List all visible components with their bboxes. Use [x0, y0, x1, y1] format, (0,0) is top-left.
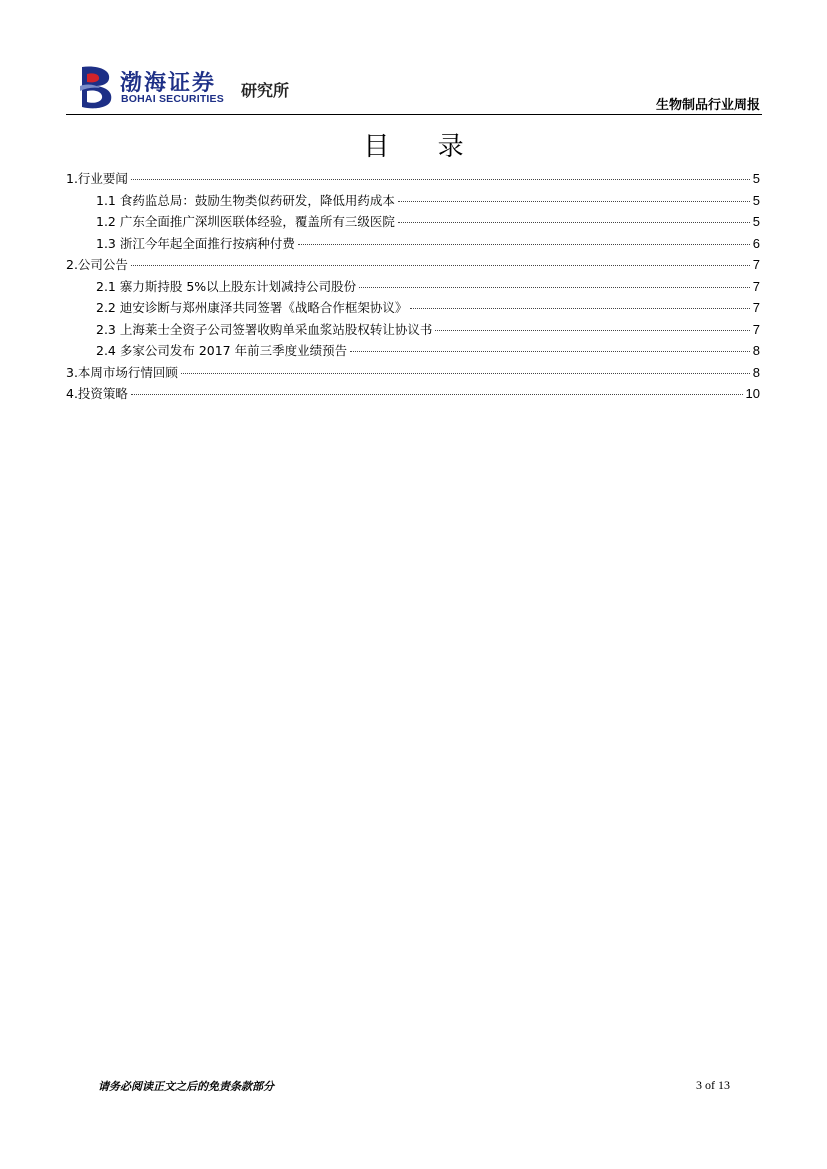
- toc-entry-page: 7: [752, 278, 760, 294]
- toc-leader-dots: [359, 286, 750, 288]
- toc-entry[interactable]: [66, 190, 760, 212]
- toc-entry-label: 1.1 食药监总局：鼓励生物类似药研发，降低用药成本: [96, 192, 395, 208]
- toc-entry[interactable]: [66, 168, 760, 190]
- institute-label: 研究所: [241, 81, 290, 100]
- toc-leader-dots: [435, 329, 749, 331]
- toc-entry[interactable]: [66, 319, 760, 341]
- toc-title: 目 录: [363, 132, 484, 162]
- toc-entry-label: 1.行业要闻: [66, 171, 128, 186]
- bohai-logo-icon: [78, 64, 116, 110]
- toc-entry-page: 8: [752, 364, 760, 380]
- toc-entry-label: 1.2 广东全面推广深圳医联体经验，覆盖所有三级医院: [96, 214, 395, 229]
- toc-leader-dots: [181, 372, 750, 374]
- toc-leader-dots: [398, 221, 750, 223]
- logo-english-name: BOHAI SECURITIES: [121, 93, 224, 105]
- report-type: 生物制品行业周报: [655, 98, 760, 113]
- toc-entry-page: 6: [752, 235, 760, 251]
- toc-entry[interactable]: [66, 233, 760, 255]
- toc-entry-label: 2.公司公告: [66, 257, 128, 272]
- toc-entry-label: 4.投资策略: [66, 386, 128, 401]
- toc-entry-label: 3.本周市场行情回顾: [66, 364, 178, 380]
- toc-leader-dots: [131, 264, 750, 266]
- table-of-contents: [66, 168, 760, 405]
- page-indicator: 3 of 13: [696, 1078, 730, 1092]
- toc-entry-label: 2.2 迪安诊断与郑州康泽共同签署《战略合作框架协议》: [96, 300, 408, 315]
- toc-entry-page: 7: [752, 300, 760, 315]
- toc-entry-label: 2.1 寨力斯持股 5%以上股东计划减持公司股份: [96, 278, 357, 294]
- disclaimer-note: 请务必阅读正文之后的免责条款部分: [98, 1080, 274, 1093]
- toc-entry-label: 2.3 上海莱士全资子公司签署收购单采血浆站股权转让协议书: [96, 321, 433, 337]
- toc-entry-page: 5: [752, 214, 760, 229]
- toc-entry-page: 5: [752, 171, 760, 186]
- toc-entry-page: 7: [752, 257, 760, 272]
- page-footer: [98, 1078, 730, 1098]
- logo-chinese-name: 渤海证券: [120, 70, 217, 96]
- toc-entry[interactable]: [66, 276, 760, 298]
- toc-entry-page: 8: [752, 343, 760, 358]
- toc-entry-page: 5: [752, 192, 760, 208]
- toc-leader-dots: [131, 393, 743, 395]
- toc-leader-dots: [350, 350, 750, 352]
- toc-leader-dots: [398, 200, 750, 202]
- toc-entry-page: 10: [745, 386, 760, 401]
- toc-entry-label: 2.4 多家公司发布 2017 年前三季度业绩预告: [96, 343, 348, 358]
- toc-leader-dots: [410, 307, 749, 309]
- toc-entry[interactable]: [66, 211, 760, 233]
- toc-entry[interactable]: [66, 362, 760, 384]
- toc-leader-dots: [131, 178, 750, 180]
- page-header: [66, 60, 762, 116]
- toc-entry[interactable]: [66, 383, 760, 405]
- toc-leader-dots: [298, 243, 750, 245]
- toc-entry-label: 1.3 浙江今年起全面推行按病种付费: [96, 235, 295, 251]
- toc-entry[interactable]: [66, 297, 760, 319]
- bohai-securities-logo: [78, 64, 318, 112]
- toc-entry[interactable]: [66, 340, 760, 362]
- header-divider: [66, 114, 762, 115]
- toc-entry[interactable]: [66, 254, 760, 276]
- toc-entry-page: 7: [752, 321, 760, 337]
